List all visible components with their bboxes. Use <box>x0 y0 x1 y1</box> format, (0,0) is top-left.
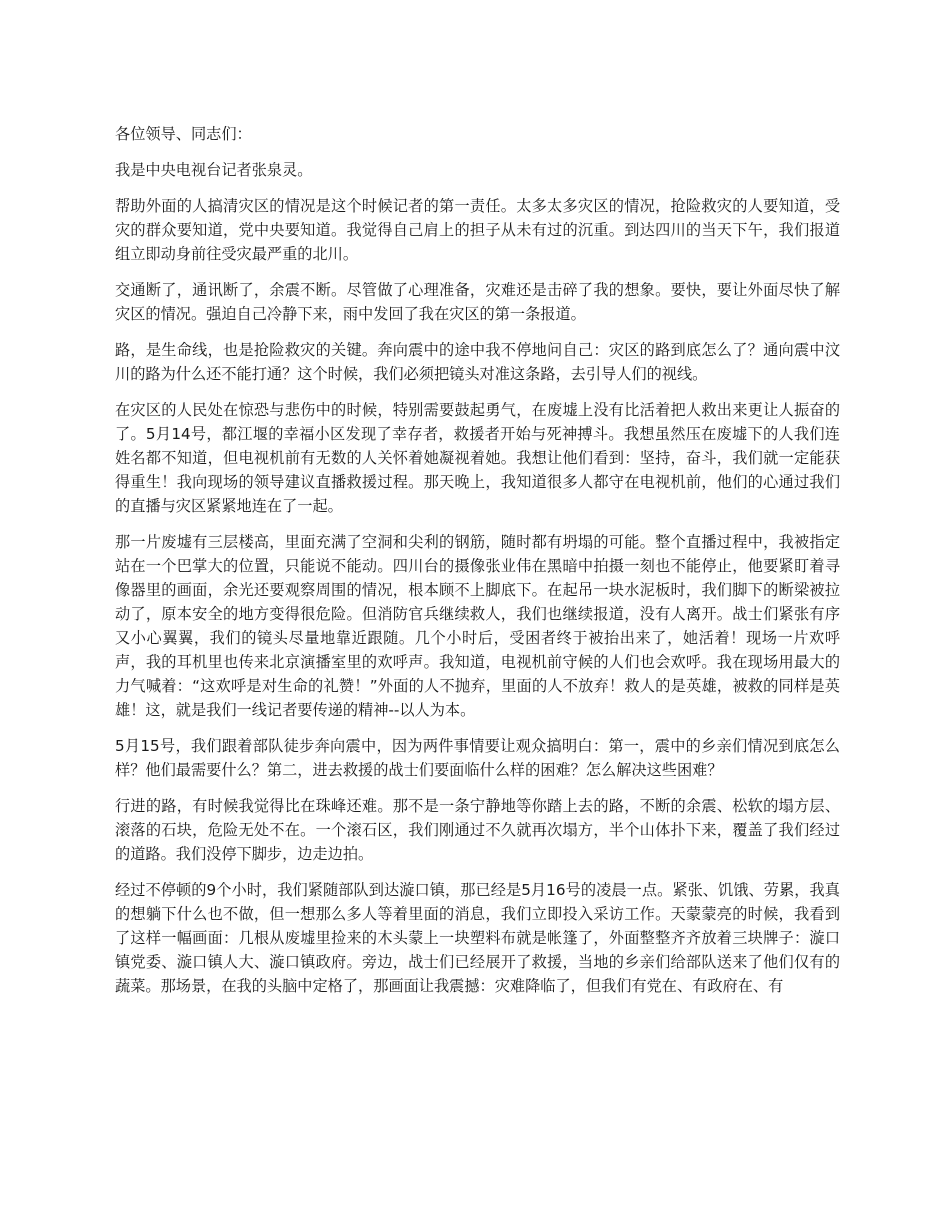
salutation: 各位领导、同志们： <box>115 125 252 143</box>
paragraph: 经过不停顿的9个小时，我们紧随部队到达漩口镇，那已经是5月16号的凌晨一点。紧张、饥饿、劳累，我真的想躺下什么也不做，但一想那么多人等着里面的消息，我们立即投入采访工作。天蒙蒙亮的时候，我看到了这样一幅画面：几根从废墟里捡来的木头蒙上一块塑料布就是帐篷了，外面整整齐齐放着三块牌子：漩口镇党委、漩口镇人大、漩口镇政府。旁边，战士们已经展开了救援，当地的乡亲们给部队送来了他们仅有的蔬菜。那场景，在我的头脑中定格了，那画面让我震撼：灾难降临了，但我们有党在、有政府在、有 <box>115 881 840 995</box>
paragraph: 5月15号，我们跟着部队徒步奔向震中，因为两件事情要让观众搞明白：第一，震中的乡亲们情况到底怎么样？他们最需要什么？第二，进去救援的战士们要面临什么样的困难？怎么解决这些困难？ <box>115 737 840 779</box>
document-body <box>115 122 840 1010</box>
paragraph: 行进的路，有时候我觉得比在珠峰还难。那不是一条宁静地等你踏上去的路，不断的余震、松软的塌方层、滚落的石块，危险无处不在。一个滚石区，我们刚通过不久就再次塌方，半个山体扑下来，覆盖了我们经过的道路。我们没停下脚步，边走边拍。 <box>115 797 840 863</box>
self-introduction: 我是中央电视台记者张泉灵。 <box>115 161 313 179</box>
paragraph: 在灾区的人民处在惊恐与悲伤中的时候，特别需要鼓起勇气，在废墟上没有比活着把人救出来更让人振奋的了。5月14号，都江堰的幸福小区发现了幸存者，救援者开始与死神搏斗。我想虽然压在废墟下的人我们连姓名都不知道，但电视机前有无数的人关怀着她凝视着她。我想让他们看到：坚持，奋斗，我们就一定能获得重生！我向现场的领导建议直播救援过程。那天晚上，我知道很多人都守在电视机前，他们的心通过我们的直播与灾区紧紧地连在了一起。 <box>115 401 840 515</box>
paragraph: 交通断了，通讯断了，余震不断。尽管做了心理准备，灾难还是击碎了我的想象。要快，要让外面尽快了解灾区的情况。强迫自己冷静下来，雨中发回了我在灾区的第一条报道。 <box>115 281 840 323</box>
paragraph: 帮助外面的人搞清灾区的情况是这个时候记者的第一责任。太多太多灾区的情况，抢险救灾的人要知道，受灾的群众要知道，党中央要知道。我觉得自己肩上的担子从未有过的沉重。到达四川的当天下午，我们报道组立即动身前往受灾最严重的北川。 <box>115 197 840 263</box>
paragraph: 那一片废墟有三层楼高，里面充满了空洞和尖利的钢筋，随时都有坍塌的可能。整个直播过程中，我被指定站在一个巴掌大的位置，只能说不能动。四川台的摄像张业伟在黑暗中拍摄一刻也不能停止，他要紧盯着寻像器里的画面，余光还要观察周围的情况，根本顾不上脚底下。在起吊一块水泥板时，我们脚下的断梁被拉动了，原本安全的地方变得很危险。但消防官兵继续救人，我们也继续报道，没有人离开。战士们紧张有序又小心翼翼，我们的镜头尽量地靠近跟随。几个小时后，受困者终于被抬出来了，她活着！现场一片欢呼声，我的耳机里也传来北京演播室里的欢呼声。我知道，电视机前守候的人们也会欢呼。我在现场用最大的力气喊着：“这欢呼是对生命的礼赞！”外面的人不抛弃，里面的人不放弃！救人的是英雄，被救的同样是英雄！这，就是我们一线记者要传递的精神--以人为本。 <box>115 533 840 719</box>
paragraph: 路，是生命线，也是抢险救灾的关键。奔向震中的途中我不停地问自己：灾区的路到底怎么了？通向震中汶川的路为什么还不能打通？这个时候，我们必须把镜头对准这条路，去引导人们的视线。 <box>115 341 840 383</box>
